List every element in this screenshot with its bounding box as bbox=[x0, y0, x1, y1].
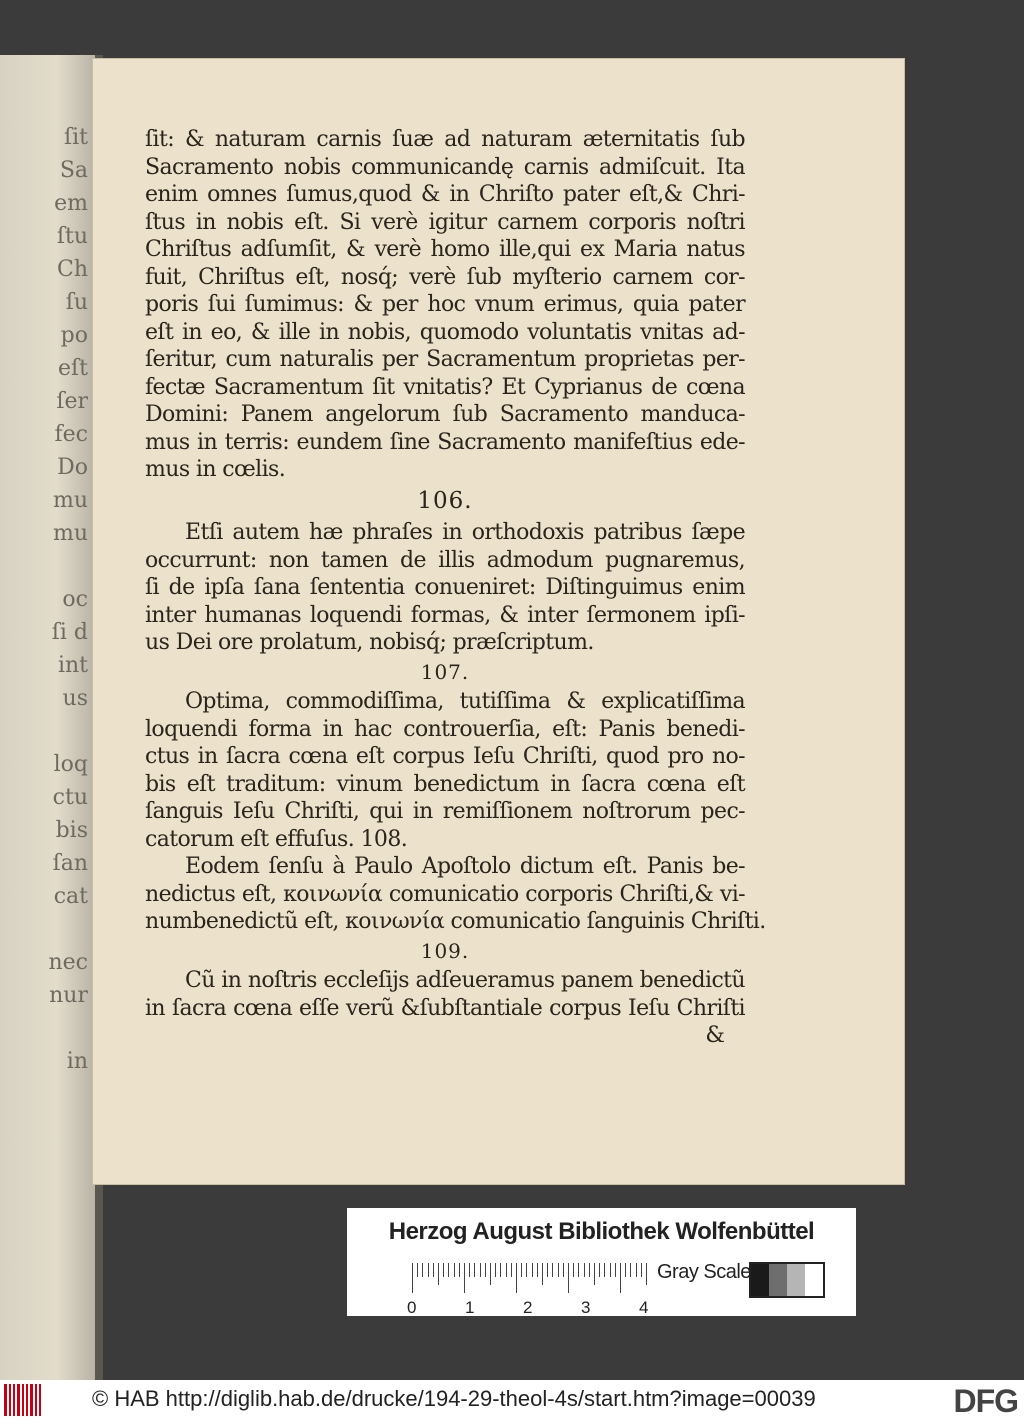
text-line: enim omnes ſumus,quod & in Chriſto pater eſt,& Chri- bbox=[145, 182, 745, 207]
prev-page-fragment: ctu bbox=[52, 785, 88, 810]
text-line: ſanguis Ieſu Chriſti, qui in remiſſionem noſtrorum pec- bbox=[145, 799, 745, 824]
ruler-number: 4 bbox=[639, 1298, 649, 1317]
ruler-tick bbox=[573, 1263, 574, 1277]
text-line: in ſacra cœna eſſe verũ &ſubſtantiale corpus Ieſu Chriſti bbox=[145, 995, 745, 1021]
ruler-tick bbox=[584, 1263, 585, 1277]
ruler-tick bbox=[474, 1263, 475, 1277]
text-line: loquendi forma in hac controuerſia, eſt: Panis benedi- bbox=[145, 716, 745, 742]
text-line: us Dei ore prolatum, nobisq́; præſcriptum. bbox=[145, 630, 594, 655]
prev-page-fragment: nur bbox=[49, 983, 88, 1008]
prev-page-fragment: po bbox=[60, 323, 88, 348]
text-line: nedictus eſt, κοινωνία comunicatio corporis Chriſti,& vi- bbox=[145, 881, 745, 907]
prev-page-fragment: us bbox=[62, 686, 88, 711]
ruler-tick bbox=[469, 1263, 470, 1277]
prev-page-fragment: mu bbox=[52, 488, 88, 513]
barcode-bar bbox=[30, 1384, 33, 1416]
text-line: ſeritur, cum naturalis per Sacramentum proprietas per- bbox=[145, 347, 745, 372]
ruler-tick bbox=[526, 1263, 527, 1277]
ruler-tick bbox=[464, 1263, 465, 1293]
ruler-number: 3 bbox=[581, 1298, 591, 1317]
ruler-tick bbox=[552, 1263, 553, 1277]
prev-page-fragment: fec bbox=[54, 422, 88, 447]
grayscale-swatch bbox=[769, 1264, 787, 1296]
ruler-tick bbox=[615, 1263, 616, 1277]
text-line: poris ſui ſumimus: & per hoc vnum erimus, quia pater bbox=[145, 292, 745, 317]
ruler-tick bbox=[568, 1263, 569, 1293]
ruler-tick bbox=[500, 1263, 501, 1277]
prev-page-fragment: nec bbox=[48, 950, 88, 975]
ruler-tick bbox=[578, 1263, 579, 1277]
text-line: fuit, Chriſtus eſt, nosq́; verè ſub myſterio carnem cor- bbox=[145, 264, 745, 290]
barcode-bar bbox=[35, 1384, 37, 1416]
grayscale-swatch bbox=[787, 1264, 805, 1296]
page-text bbox=[145, 126, 766, 1050]
ruler-tick bbox=[516, 1263, 517, 1293]
text-line: eſt in eo, & ille in nobis, quomodo voluntatis vnitas ad- bbox=[145, 319, 745, 345]
text-line: bis eſt traditum: vinum benedictum in ſacra cœna eſt bbox=[145, 771, 745, 797]
ruler-tick bbox=[547, 1263, 548, 1277]
ruler-number: 1 bbox=[465, 1298, 475, 1317]
ruler-tick bbox=[506, 1263, 507, 1277]
text-line: Etſi autem hæ phraſes in orthodoxis patribus ſæpe bbox=[185, 520, 745, 545]
ruler-tick bbox=[630, 1263, 631, 1277]
prev-page-fragment: ſtu bbox=[56, 224, 88, 249]
hab-barcode-icon bbox=[4, 1384, 48, 1416]
barcode-bar bbox=[13, 1384, 15, 1416]
ruler-tick bbox=[542, 1263, 543, 1285]
ruler-tick bbox=[428, 1263, 429, 1277]
barcode-bar bbox=[9, 1384, 11, 1416]
ruler-tick bbox=[438, 1263, 439, 1285]
ruler-tick bbox=[563, 1263, 564, 1277]
prev-page-fragment: ſer bbox=[56, 389, 88, 414]
ruler-tick bbox=[599, 1263, 600, 1277]
ruler-tick bbox=[625, 1263, 626, 1277]
ruler-tick bbox=[433, 1263, 434, 1277]
prev-page-fragment: ſu bbox=[65, 290, 88, 315]
ruler-tick bbox=[537, 1263, 538, 1277]
ruler-tick bbox=[480, 1263, 481, 1277]
ruler-tick bbox=[485, 1263, 486, 1277]
prev-page-fragment: Do bbox=[57, 455, 88, 480]
text-line: Domini: Panem angelorum ſub Sacramento manduca- bbox=[145, 402, 745, 427]
paragraph-109 bbox=[145, 967, 745, 1022]
prev-page-fragment: mu bbox=[52, 521, 88, 546]
paragraph-108 bbox=[145, 853, 766, 936]
paragraph-106 bbox=[145, 519, 745, 657]
prev-page-fragment: bis bbox=[55, 818, 88, 843]
prev-page-fragment: Ch bbox=[56, 257, 88, 282]
catchword: & bbox=[705, 1023, 725, 1048]
ruler-tick bbox=[604, 1263, 605, 1277]
prev-page-fragment: ſan bbox=[52, 851, 88, 876]
prev-page-fragment: ſi d bbox=[51, 620, 88, 645]
text-line: ctus in ſacra cœna eſt corpus Ieſu Chriſti, quod pro no- bbox=[145, 744, 745, 769]
ruler-tick bbox=[610, 1263, 611, 1277]
ruler-tick bbox=[511, 1263, 512, 1277]
ruler-tick bbox=[454, 1263, 455, 1277]
prev-page-fragment: in bbox=[66, 1049, 88, 1074]
footer-url-text: © HAB http://diglib.hab.de/drucke/194-29-theol-4s/start.htm?image=00039 bbox=[92, 1386, 816, 1411]
footer-bar bbox=[0, 1380, 1024, 1421]
grayscale-swatch bbox=[751, 1264, 769, 1296]
text-line: numbenedictũ eſt, κοινωνία comunicatio ſanguinis Chriſti. bbox=[145, 909, 766, 934]
prev-page-fragment: int bbox=[57, 653, 88, 678]
text-line: ſit: & naturam carnis ſuæ ad naturam æternitatis ſub bbox=[145, 127, 745, 152]
library-label-card bbox=[347, 1208, 856, 1316]
prev-page-fragment: loq bbox=[53, 752, 88, 777]
text-line: mus in cœlis. bbox=[145, 457, 286, 482]
text-line: ſtus in nobis eſt. Si verè igitur carnem corporis noſtri bbox=[145, 209, 745, 235]
grayscale-label: Gray Scale bbox=[657, 1261, 751, 1283]
barcode-bar bbox=[39, 1384, 41, 1416]
text-line: inter humanas loquendi formas, & inter ſermonem ipſi- bbox=[145, 602, 745, 628]
ruler-tick bbox=[636, 1263, 637, 1277]
text-line: occurrunt: non tamen de illis admodum pugnaremus, bbox=[145, 547, 745, 573]
section-number-107: 107. bbox=[420, 659, 470, 684]
section-number-109: 109. bbox=[420, 938, 470, 963]
text-line: Optima, commodiſſima, tutiſſima & explicatiſſima bbox=[185, 689, 745, 714]
ruler-tick bbox=[448, 1263, 449, 1277]
library-name: Herzog August Bibliothek Wolfenbüttel bbox=[388, 1218, 815, 1245]
ruler-number: 2 bbox=[523, 1298, 533, 1317]
barcode-bar bbox=[4, 1384, 7, 1416]
ruler-tick bbox=[495, 1263, 496, 1277]
text-line: fectæ Sacramentum ſit vnitatis? Et Cyprianus de cœna bbox=[145, 374, 745, 400]
previous-page-edge bbox=[0, 55, 95, 1380]
ruler-tick bbox=[532, 1263, 533, 1277]
grayscale-swatch bbox=[805, 1264, 823, 1296]
text-line: Eodem ſenſu à Paulo Apoſtolo dictum eſt. Panis be- bbox=[185, 854, 745, 879]
ruler-tick bbox=[594, 1263, 595, 1285]
ruler-tick bbox=[459, 1263, 460, 1277]
text-line: Sacramento nobis communicandę carnis admiſcuit. Ita bbox=[145, 154, 745, 180]
prev-page-fragment: Sa bbox=[59, 158, 88, 183]
text-line: ſi de ipſa ſana ſententia conueniret: Diſtinguimus enim bbox=[145, 575, 745, 600]
prev-page-fragment: oc bbox=[62, 587, 88, 612]
ruler-tick bbox=[417, 1263, 418, 1277]
ruler-tick bbox=[412, 1263, 413, 1293]
paragraph-107 bbox=[145, 688, 745, 853]
ruler-tick bbox=[620, 1263, 621, 1293]
ruler-tick bbox=[490, 1263, 491, 1285]
ruler-tick bbox=[589, 1263, 590, 1277]
scale-ruler bbox=[412, 1263, 652, 1293]
prev-page-fragment: ſit bbox=[63, 125, 88, 150]
barcode-bar bbox=[17, 1384, 20, 1416]
prev-page-fragment: eſt bbox=[57, 356, 88, 381]
prev-page-fragment: em bbox=[54, 191, 88, 216]
ruler-tick bbox=[422, 1263, 423, 1277]
ruler-tick bbox=[443, 1263, 444, 1277]
grayscale-swatches bbox=[749, 1262, 825, 1298]
ruler-tick bbox=[641, 1263, 642, 1277]
text-line: mus in terris: eundem ſine Sacramento manifeſtius ede- bbox=[145, 429, 745, 455]
ruler-tick bbox=[521, 1263, 522, 1277]
text-line: Cũ in noſtris eccleſijs adſeueramus panem benedictũ bbox=[185, 968, 745, 993]
paragraph-continued bbox=[145, 126, 745, 484]
section-number-106: 106. bbox=[417, 487, 473, 514]
barcode-bar bbox=[22, 1384, 24, 1416]
ruler-number: 0 bbox=[407, 1298, 417, 1317]
text-line: catorum eſt effuſus. 108. bbox=[145, 826, 408, 852]
text-line: Chriſtus adſumſit, & verè homo ille,qui ex Maria natus bbox=[145, 237, 745, 262]
dfg-logo: DFG bbox=[953, 1383, 1018, 1419]
barcode-bar bbox=[26, 1384, 28, 1416]
prev-page-fragment: cat bbox=[53, 884, 88, 909]
ruler-tick bbox=[646, 1263, 647, 1285]
ruler-tick bbox=[558, 1263, 559, 1277]
